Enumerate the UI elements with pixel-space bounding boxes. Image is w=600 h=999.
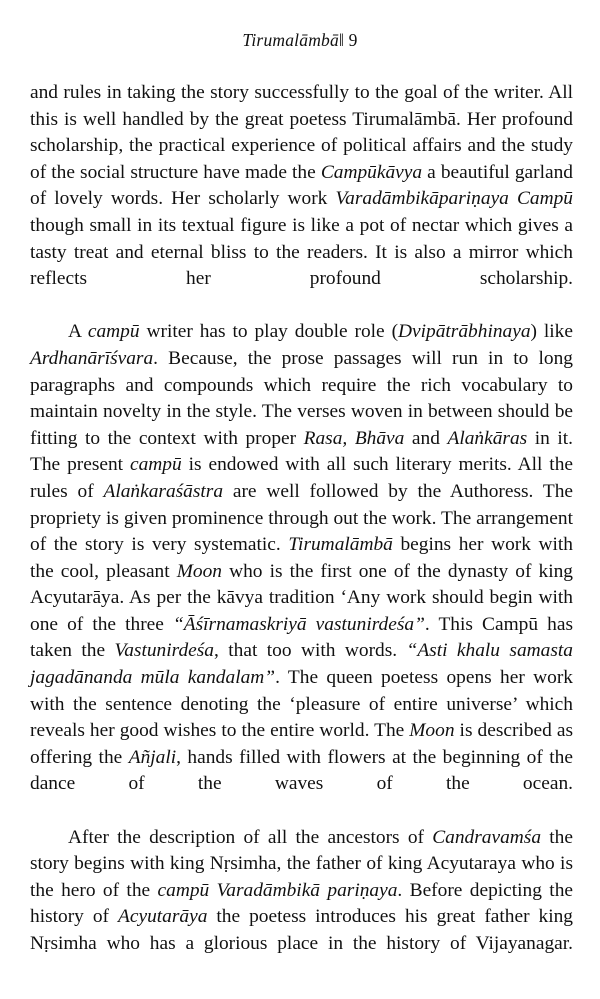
text-run: A (68, 321, 88, 343)
text-run: . This Campū has taken the (30, 613, 573, 662)
text-run: writer has to play double role ( (139, 321, 399, 343)
italic-term: campū (87, 321, 140, 343)
italic-term: “Āśīrnamaskriyā vastunirdeśa” (173, 613, 425, 635)
italic-term: Vastunirdeśa (114, 640, 215, 662)
text-run: , that too with words. (214, 640, 407, 662)
text-run: . The queen poetess opens her work with the sentence denoting the ‘pleasure of entire universe’ which reveals her good wishes to the entire world. The (30, 667, 574, 742)
text-run: begins her work with the cool, pleasant (30, 534, 573, 582)
text-run: After the description of all the ancestors of (68, 826, 433, 848)
italic-term: Varadāmbikāpariṇaya Campū (335, 188, 573, 210)
running-head (0, 30, 600, 51)
text-run: a beautiful garland of lovely words. Her scholarly work (30, 161, 573, 210)
text-run: who is the first one of the dynasty of king Acyutarāya. As per the kāvya tradition ‘Any work should begin with one of the three (30, 560, 574, 635)
text-run: the poetess introduces his great father king Nṛsimha who has a glorious place in the history of Vijayanagar. (30, 906, 573, 954)
para-campu-writer (30, 319, 573, 824)
text-run: ) like (530, 321, 573, 343)
running-head-separator: ‖ (338, 30, 345, 50)
italic-term: “Asti khalu samasta jagadānanda mūla kandalam” (30, 640, 573, 689)
text-run: though small in its textual figure is like a pot of nectar which gives a tasty treat and eternal bliss to the readers. It is also a mirror which reflects her profound scholarship. (30, 214, 573, 290)
text-run: , hands filled with flowers at the beginning of the dance of the waves of the ocean. (30, 746, 573, 795)
text-run: . Because, the prose passages will run in to long paragraphs and compounds which require the rich vocabulary to maintain novelty in the style. The verses woven in between should be fitting to the context with proper (30, 347, 573, 449)
italic-term: Tirumalāmbā (288, 534, 393, 556)
para-candravamsa (30, 825, 573, 985)
italic-term: Añjali (128, 746, 177, 768)
italic-term: Candravamśa (432, 826, 542, 848)
italic-term: Alaṅkāras (447, 427, 528, 449)
text-run: . Before depicting the history of (30, 879, 573, 928)
italic-term: Acyutarāya (118, 906, 208, 928)
italic-term: Moon (176, 560, 222, 582)
italic-term: Rasa, Bhāva (303, 427, 405, 449)
italic-term: Campūkāvya (320, 161, 423, 183)
running-head-title: Tirumalāmbā (242, 30, 339, 50)
body-text (30, 80, 573, 984)
page-number: 9 (348, 30, 358, 50)
para-continued (30, 80, 573, 319)
text-run: is described as offering the (30, 720, 573, 768)
text-run: the story begins with king Nṛsimha, the father of king Acyutaraya who is the hero of the (30, 826, 573, 901)
text-run: is endowed with all such literary merits. All the rules of (30, 454, 573, 502)
italic-term: Dvipātrābhinaya (398, 321, 531, 343)
italic-term: Moon (409, 720, 455, 742)
text-run: are well followed by the Authoress. The propriety is given prominence through out the work. The arrangement of the story is very systematic. (30, 480, 573, 556)
italic-term: Ardhanārīśvara (30, 347, 154, 369)
text-run: and rules in taking the story successfully to the goal of the writer. All this is well handled by the great poetess Tirumalāmbā. Her profound scholarship, the practical experience of political affairs and the study of the social structure have made the (30, 82, 573, 183)
italic-term: campū (129, 454, 182, 476)
text-run: in it. The present (30, 427, 573, 476)
text-run: and (404, 427, 448, 449)
italic-term: Alaṅkaraśāstra (103, 480, 224, 502)
italic-term: campū Varadāmbikā pariṇaya (157, 879, 398, 901)
